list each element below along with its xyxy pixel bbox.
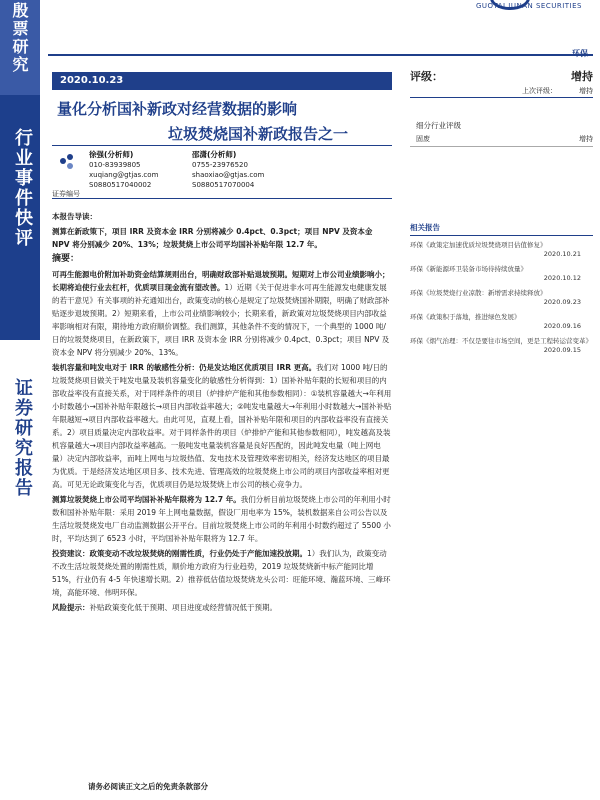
related-date: 2020.09.15 <box>543 346 581 354</box>
footer-disclaimer: 请务必阅读正文之后的免责条款部分 <box>88 782 208 791</box>
sidebar-band-mid <box>0 95 40 340</box>
sub-rating-divider <box>410 146 593 147</box>
analyst-b-phone: 0755-23976520 <box>192 161 248 169</box>
paragraph-3 <box>52 493 392 545</box>
related-item[interactable]: 环保《新能源环卫装备市场待持续放量》 <box>410 265 527 273</box>
rating-value: 增持 <box>571 70 593 83</box>
sidebar-low-label: 证券研究报告 <box>12 378 33 498</box>
related-reports <box>410 222 593 360</box>
paragraph-2 <box>52 361 392 491</box>
sidebar-band-low <box>0 340 40 800</box>
risk-lead: 风险提示： <box>52 603 90 612</box>
analyst-b-id: S0880517070004 <box>192 181 255 189</box>
logo-text: GUOTAI JUNAN SECURITIES <box>475 2 582 10</box>
header-rule <box>48 54 593 56</box>
report-subtitle: 垃圾焚烧国补新政报告之一 <box>168 125 349 143</box>
related-item[interactable]: 环保《垃圾焚烧行业凉散：新增需求持续释放》 <box>410 289 547 297</box>
analyst-b-email[interactable]: shaoxiao@gtjas.com <box>192 171 265 179</box>
paragraph-1-text: 1）近期《关于促进非水可再生能源发电健康发展的若干意见》有关事项的补充通知出台，政策变动的核心是规定了垃圾焚烧国补期限，明确了财政部补贴逐步退坡预期。2）短期来看，上市公司业绩影响较小；长期来看，新政策对垃圾焚烧项目内部收益率影响相对有限，期待地方政府顺价调整。我们测算，其他条件不变的情况下，一个典型的 1000 吨/日的垃圾焚烧项目，在新政策下，项目 IRR 及资本金 IRR 分别将减少 0.4pct、0.3pct；项目 NPV 及资本金 NPV 将分别减少 20%、13%。 <box>52 283 390 357</box>
prev-rating-label: 上次评级： <box>522 87 557 95</box>
related-item[interactable]: 环保《政策定加速优质垃圾焚烧项目估值修复》 <box>410 241 547 249</box>
related-title: 相关报告 <box>410 222 593 236</box>
related-date: 2020.09.16 <box>543 322 581 330</box>
prev-rating-value: 增持 <box>579 87 593 95</box>
sidebar-band-top <box>0 0 40 95</box>
paragraph-1-lead: 可再生能源电价附加补助资金结算规则出台，明确财政部补贴退坡预期。短期对上市公司业绩影响小；长期将迫使行业去杠杆，优质项目现金流有望改善。 <box>52 270 390 292</box>
section-tag: 环保 <box>572 49 588 58</box>
related-date: 2020.09.23 <box>543 298 581 306</box>
analyst-b-name: 邵潇(分析师) <box>192 150 237 159</box>
risk-text: 补贴政策变化低于预期、项目进度或经营情况低于预期。 <box>89 603 277 612</box>
paragraph-4-text: 1）我们认为，政策变动不改生活垃圾焚烧处置的刚需性质，顺价地方政府为行业趋势，2019 垃圾焚烧新中标产能同比增 51%，行业仍有 4-5 年快速增长期。2）推荐低估值垃圾焚烧龙头公司：旺能环境、瀚蓝环境、三峰环境，高能环境、伟明环保。 <box>52 549 391 597</box>
analyst-b <box>192 150 264 190</box>
analyst-a-email[interactable]: xuqiang@gtjas.com <box>89 171 159 179</box>
summary-heading: 摘要： <box>52 254 80 264</box>
title-divider <box>52 145 392 146</box>
sub-rating-value: 增持 <box>579 135 593 143</box>
related-item[interactable]: 环保《政策积于落地，推进绿色发展》 <box>410 313 521 321</box>
report-date: 2020.10.23 <box>52 72 392 90</box>
rating-label: 评级： <box>410 70 443 83</box>
paragraph-4-lead: 投资建议：政策变动不改垃圾焚烧的刚需性质，行业仍处于产能加速投放期。 <box>52 549 307 558</box>
intro-heading: 本报告导读： <box>52 212 97 221</box>
related-item[interactable]: 环保《烟气治理：不仅是要往市场空间，更是工程转运营变革》 <box>410 337 592 345</box>
report-title: 量化分析国补新政对经营数据的影响 <box>57 100 298 118</box>
sidebar-top-label: 殷票研究 <box>10 2 29 74</box>
sub-rating-name: 固废 <box>416 135 430 143</box>
paragraph-3-lead: 测算垃圾焚烧上市公司平均国补补贴年限将为 12.7 年。 <box>52 495 241 504</box>
paragraph-1 <box>52 268 392 359</box>
analyst-a-phone: 010-83939805 <box>89 161 141 169</box>
related-date: 2020.10.12 <box>543 274 581 282</box>
related-date: 2020.10.21 <box>543 250 581 258</box>
rating-box <box>410 68 593 98</box>
analyst-a-name: 徐强(分析师) <box>89 150 134 159</box>
paragraph-3-text: 我们分析目前垃圾焚烧上市公司的年利用小时数和国补补贴年限：采用 2019 年上网电量数据，假设厂用电率为 15%，装机数据来自公司公告以及生活垃圾焚烧发电厂自动监测数据公开平台。目前垃圾焚烧上市公司的年利用小时数约超过了 5500 小时，平均达到了 6523 小时，平均国补补贴年限将为 12.7 年。 <box>52 495 391 543</box>
analyst-divider <box>52 198 392 199</box>
sidebar-mid-label: 行业事件快评 <box>12 128 33 248</box>
analyst-a <box>89 150 158 190</box>
analyst-block <box>52 150 392 208</box>
analyst-id-label: 证券编号 <box>52 190 80 198</box>
risk-paragraph <box>52 601 392 614</box>
sub-rating-title: 细分行业评级 <box>416 121 461 130</box>
analyst-a-id: S0880517040002 <box>89 181 152 189</box>
report-body <box>52 210 392 616</box>
paragraph-2-text: 我们对 1000 吨/日的垃圾焚烧项目做关于吨发电量及装机容量变化的敏感性分析得到：1）国补补贴年限的长短和项目的内部收益率没有直接关系，对于同样条件的项目（炉排炉产能和其他参数相同）：①装机容量越大→年利用小时数越小→国补补贴年限越长→项目内部收益率越大；②吨发电量越大→年利用小时数越大→国补补贴年限越短→项目内部收益率越大。由此可见，直观上看，国补补贴年限和项目的内部收益率没有直接关系。2）项目质量决定内部收益率。对于同样条件的项目（炉排炉产能和其他参数相同），吨发越高及装机容量越大→项目内部收益率越高。一般吨发电量装机容量是良好匹配的，因此吨发电量（吨上网电量）决定内部收益率，而吨上网电与垃圾热值、发电技术及管理效率密切相关，经济发达地区的项目最为优质。于是经济发达地区项目多、技术先进、管理高效的垃圾焚烧上市公司的项目内部收益率相对更高。可见无论政策变化与否，优质项目仍是垃圾焚烧上市公司的核心竞争力。 <box>52 363 392 489</box>
paragraph-4 <box>52 547 392 599</box>
sub-rating-row <box>416 134 593 144</box>
intro-text: 测算在新政策下，项目 IRR 及资本金 IRR 分别将减少 0.4pct、0.3pct；项目 NPV 及资本金 NPV 将分别减少 20%、13%；垃圾焚烧上市公司平均国补补贴年限 12.7 年。 <box>52 227 373 249</box>
analyst-people-icon <box>60 154 78 172</box>
sidebar <box>0 0 40 800</box>
brand-logo <box>392 0 592 14</box>
paragraph-2-lead: 装机容量和吨发电对于 IRR 的敏感性分析：仍是发达地区优质项目 IRR 更高。 <box>52 363 317 372</box>
